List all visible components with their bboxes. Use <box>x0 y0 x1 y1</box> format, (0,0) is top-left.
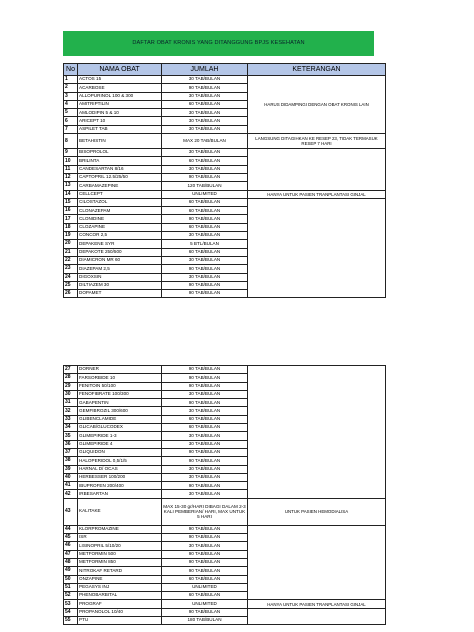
note-hemodialisa: UNTUK PASIEN HEMODIALISA <box>248 498 386 525</box>
drug-name: BETAHISTIN <box>78 134 162 149</box>
row-number: 29 <box>64 382 78 390</box>
drug-quantity: 60 TAB/BULAN <box>162 248 248 256</box>
row-number: 18 <box>64 223 78 231</box>
table-row <box>64 498 386 525</box>
drug-name: GEMFIBROZIL 300/600 <box>78 407 162 415</box>
row-number: 33 <box>64 415 78 423</box>
header-keterangan: KETERANGAN <box>248 64 386 76</box>
row-number: 17 <box>64 215 78 223</box>
drug-quantity: 90 TAB/BULAN <box>162 558 248 566</box>
drug-quantity: UNLIMITED <box>162 583 248 591</box>
row-number: 53 <box>64 600 78 608</box>
drug-name: PEGASYS INJ <box>78 583 162 591</box>
row-number: 8 <box>64 134 78 149</box>
drug-quantity: 30 TAB/BULAN <box>162 232 248 240</box>
document-title: DAFTAR OBAT KRONIS YANG DITANGGUNG BPJS KESEHATAN <box>63 31 374 56</box>
drug-name: GLIMEPIRIDE 1-3 <box>78 432 162 440</box>
table-row <box>64 366 386 374</box>
row-number: 3 <box>64 92 78 100</box>
drug-name: METFORMIN 850 <box>78 558 162 566</box>
row-number: 48 <box>64 558 78 566</box>
drug-quantity: 30 TAB/BULAN <box>162 490 248 498</box>
row-number: 39 <box>64 465 78 473</box>
row-number: 26 <box>64 290 78 298</box>
drug-name: AMLODIPIN 5 & 10 <box>78 109 162 117</box>
row-number: 27 <box>64 366 78 374</box>
drug-name: KLORPROMAZINE <box>78 525 162 533</box>
row-number: 5 <box>64 109 78 117</box>
drug-name: HARNAL D/ OCAS <box>78 465 162 473</box>
drug-quantity: 5 BTL/BULAN <box>162 240 248 248</box>
drug-quantity: 30 TAB/BULAN <box>162 149 248 157</box>
drug-quantity: 90 TAB/BULAN <box>162 608 248 616</box>
note-kronis: HARUS DIDAMPINGI DENGAN OBAT KRONIS LAIN <box>248 76 386 134</box>
drug-name: NITROKAF RETARD <box>78 567 162 575</box>
row-number: 43 <box>64 498 78 525</box>
drug-name: DOPAMET <box>78 290 162 298</box>
empty-note-cell <box>248 198 386 298</box>
drug-name: AMITRIPTILIN <box>78 100 162 108</box>
drug-quantity: 30 TAB/BULAN <box>162 465 248 473</box>
drug-quantity: 30 TAB/BULAN <box>162 117 248 125</box>
drug-quantity: 90 TAB/BULAN <box>162 265 248 273</box>
drug-quantity: 30 TAB/BULAN <box>162 273 248 281</box>
note-cellcept: HANYA UNTUK PASIEN TRANPLANTASI GINJAL <box>248 190 386 198</box>
empty-note-cell <box>248 366 386 499</box>
drug-quantity: 180 TAB/BULAN <box>162 617 248 625</box>
table-row <box>64 149 386 157</box>
drug-name: GLIBENCLAMIDE <box>78 415 162 423</box>
drug-quantity: 90 TAB/BULAN <box>162 281 248 289</box>
drug-quantity: 30 TAB/BULAN <box>162 440 248 448</box>
drug-name: DEPAKOTE 250/500 <box>78 248 162 256</box>
drug-quantity: UNLIMITED <box>162 190 248 198</box>
drug-quantity: 90 TAB/BULAN <box>162 366 248 374</box>
drug-name: CANDESARTAN 8/16 <box>78 165 162 173</box>
drug-name: GABAPENTIN <box>78 399 162 407</box>
drug-quantity: 30 TAB/BULAN <box>162 256 248 264</box>
drug-name: PTU <box>78 617 162 625</box>
drug-quantity: 30 TAB/BULAN <box>162 390 248 398</box>
drug-name: FENITOIN 50/100 <box>78 382 162 390</box>
drug-name: PROGRAF <box>78 600 162 608</box>
row-number: 1 <box>64 76 78 84</box>
drug-table-page-1 <box>63 63 386 298</box>
drug-quantity: 90 TAB/BULAN <box>162 534 248 542</box>
row-number: 7 <box>64 125 78 133</box>
row-number: 12 <box>64 173 78 181</box>
drug-name: PROPANOLOL 10/40 <box>78 608 162 616</box>
row-number: 25 <box>64 281 78 289</box>
row-number: 55 <box>64 617 78 625</box>
row-number: 37 <box>64 448 78 456</box>
drug-quantity: 120 TAB/BULAN <box>162 182 248 190</box>
drug-quantity: 60 TAB/BULAN <box>162 415 248 423</box>
row-number: 30 <box>64 390 78 398</box>
drug-name: CILOSTAZOL <box>78 198 162 206</box>
drug-quantity: 90 TAB/BULAN <box>162 382 248 390</box>
drug-name: HALOPERIDOL 0,5/1/5 <box>78 457 162 465</box>
drug-name: CLONAZEPAM <box>78 207 162 215</box>
row-number: 32 <box>64 407 78 415</box>
note-prograf: HANYA UNTUK PASIEN TRANPLANTASI GINJAL <box>248 600 386 608</box>
drug-quantity: 90 TAB/BULAN <box>162 173 248 181</box>
drug-quantity: 60 TAB/BULAN <box>162 424 248 432</box>
table-row <box>64 600 386 608</box>
row-number: 19 <box>64 232 78 240</box>
row-number: 44 <box>64 525 78 533</box>
drug-name: IBUPROFEN 200/400 <box>78 482 162 490</box>
drug-name: ONZAPINE <box>78 575 162 583</box>
drug-name: METFORMIN 500 <box>78 550 162 558</box>
row-number: 28 <box>64 374 78 382</box>
drug-name: LISINOPRIL 5/10/20 <box>78 542 162 550</box>
row-number: 35 <box>64 432 78 440</box>
drug-name: CONCOR 2,5 <box>78 232 162 240</box>
header-jumlah: JUMLAH <box>162 64 248 76</box>
drug-name: CAPTOPRIL 12.5/25/50 <box>78 173 162 181</box>
row-number: 16 <box>64 207 78 215</box>
drug-quantity: 90 TAB/BULAN <box>162 448 248 456</box>
drug-quantity: 30 TAB/BULAN <box>162 432 248 440</box>
row-number: 36 <box>64 440 78 448</box>
drug-quantity: 30 TAB/BULAN <box>162 109 248 117</box>
drug-quantity: 90 TAB/BULAN <box>162 374 248 382</box>
drug-name: ISR <box>78 534 162 542</box>
table-row <box>64 76 386 84</box>
row-number: 2 <box>64 84 78 92</box>
drug-quantity: 90 TAB/BULAN <box>162 290 248 298</box>
drug-name: DIGOXSIN <box>78 273 162 281</box>
row-number: 52 <box>64 592 78 600</box>
row-number: 51 <box>64 583 78 591</box>
drug-quantity: UNLIMITED <box>162 600 248 608</box>
drug-name: IRBESARTAN <box>78 490 162 498</box>
drug-quantity: MAX 15-30 gr/HARI DIBAGI DALAM 2-3 KALI PEMBERIAN/ HARI, MAX UNTUK 5 HARI <box>162 498 248 525</box>
row-number: 49 <box>64 567 78 575</box>
drug-quantity: 30 TAB/BULAN <box>162 542 248 550</box>
row-number: 50 <box>64 575 78 583</box>
row-number: 24 <box>64 273 78 281</box>
drug-name: ASPILET TAB <box>78 125 162 133</box>
drug-name: DIAMICRON MR 60 <box>78 256 162 264</box>
drug-name: FARSORBIDE 10 <box>78 374 162 382</box>
drug-quantity: 90 TAB/BULAN <box>162 457 248 465</box>
drug-name: CARBAMAZEPINE <box>78 182 162 190</box>
empty-note-cell <box>248 149 386 190</box>
drug-quantity: 60 TAB/BULAN <box>162 157 248 165</box>
drug-table-page-2 <box>63 365 386 625</box>
drug-name: KALITAKE <box>78 498 162 525</box>
drug-quantity: 30 TAB/BULAN <box>162 92 248 100</box>
drug-quantity: 90 TAB/BULAN <box>162 567 248 575</box>
drug-quantity: 90 TAB/BULAN <box>162 84 248 92</box>
row-number: 11 <box>64 165 78 173</box>
drug-quantity: 90 TAB/BULAN <box>162 399 248 407</box>
row-number: 20 <box>64 240 78 248</box>
drug-name: BISOPROLOL <box>78 149 162 157</box>
drug-name: DIAZEPAM 2,5 <box>78 265 162 273</box>
drug-quantity: 30 TAB/BULAN <box>162 165 248 173</box>
drug-name: HERBESSER 100/200 <box>78 473 162 481</box>
table-row <box>64 198 386 206</box>
row-number: 42 <box>64 490 78 498</box>
drug-quantity: MAX 20 TAB/BULAN <box>162 134 248 149</box>
row-number: 23 <box>64 265 78 273</box>
drug-quantity: 30 TAB/BULAN <box>162 473 248 481</box>
drug-name: CELLCEPT <box>78 190 162 198</box>
row-number: 22 <box>64 256 78 264</box>
row-number: 31 <box>64 399 78 407</box>
header-nama-obat: NAMA OBAT <box>78 64 162 76</box>
drug-quantity: 90 TAB/BULAN <box>162 525 248 533</box>
drug-name: ARICEPT 10 <box>78 117 162 125</box>
drug-name: GLIMEPIRIDE 4 <box>78 440 162 448</box>
drug-name: GLICAB/GLUCODEX <box>78 424 162 432</box>
row-number: 10 <box>64 157 78 165</box>
empty-note-cell <box>248 525 386 600</box>
header-no: No <box>64 64 78 76</box>
drug-name: BRILINTA <box>78 157 162 165</box>
drug-name: DEPAKENE SYR <box>78 240 162 248</box>
drug-name: CLONIDINE <box>78 215 162 223</box>
drug-quantity: 30 TAB/BULAN <box>162 125 248 133</box>
drug-quantity: 60 TAB/BULAN <box>162 592 248 600</box>
drug-name: DILTIAZEM 30 <box>78 281 162 289</box>
drug-quantity: 90 TAB/BULAN <box>162 550 248 558</box>
row-number: 6 <box>64 117 78 125</box>
row-number: 54 <box>64 608 78 616</box>
drug-quantity: 90 TAB/BULAN <box>162 215 248 223</box>
row-number: 47 <box>64 550 78 558</box>
table-row <box>64 525 386 533</box>
table-row <box>64 608 386 616</box>
row-number: 21 <box>64 248 78 256</box>
drug-name: PHENOBARBITAL <box>78 592 162 600</box>
drug-name: CLOZAPINE <box>78 223 162 231</box>
drug-name: GLIQUIDON <box>78 448 162 456</box>
drug-quantity: 60 TAB/BULAN <box>162 100 248 108</box>
row-number: 41 <box>64 482 78 490</box>
drug-quantity: 30 TAB/BULAN <box>162 76 248 84</box>
drug-quantity: 30 TAB/BULAN <box>162 407 248 415</box>
drug-quantity: 60 TAB/BULAN <box>162 223 248 231</box>
row-number: 40 <box>64 473 78 481</box>
note-betahistin: LANGSUNG DITAGIHKAN KE RESEP 23, TIDAK TERMASUK RESEP 7 HARI <box>248 134 386 149</box>
row-number: 14 <box>64 190 78 198</box>
drug-quantity: 60 TAB/BULAN <box>162 198 248 206</box>
row-number: 46 <box>64 542 78 550</box>
table-row <box>64 134 386 149</box>
drug-name: ACARBOSE <box>78 84 162 92</box>
drug-quantity: 90 TAB/BULAN <box>162 482 248 490</box>
row-number: 4 <box>64 100 78 108</box>
drug-name: ALLOPURINOL 100 & 300 <box>78 92 162 100</box>
row-number: 45 <box>64 534 78 542</box>
drug-name: DORNER <box>78 366 162 374</box>
drug-quantity: 60 TAB/BULAN <box>162 207 248 215</box>
row-number: 15 <box>64 198 78 206</box>
empty-note-cell <box>248 608 386 625</box>
table-row <box>64 190 386 198</box>
drug-name: FENOFIBRATE 100/300 <box>78 390 162 398</box>
row-number: 13 <box>64 182 78 190</box>
row-number: 9 <box>64 149 78 157</box>
drug-quantity: 60 TAB/BULAN <box>162 575 248 583</box>
drug-name: ACTOS 15 <box>78 76 162 84</box>
row-number: 34 <box>64 424 78 432</box>
row-number: 38 <box>64 457 78 465</box>
